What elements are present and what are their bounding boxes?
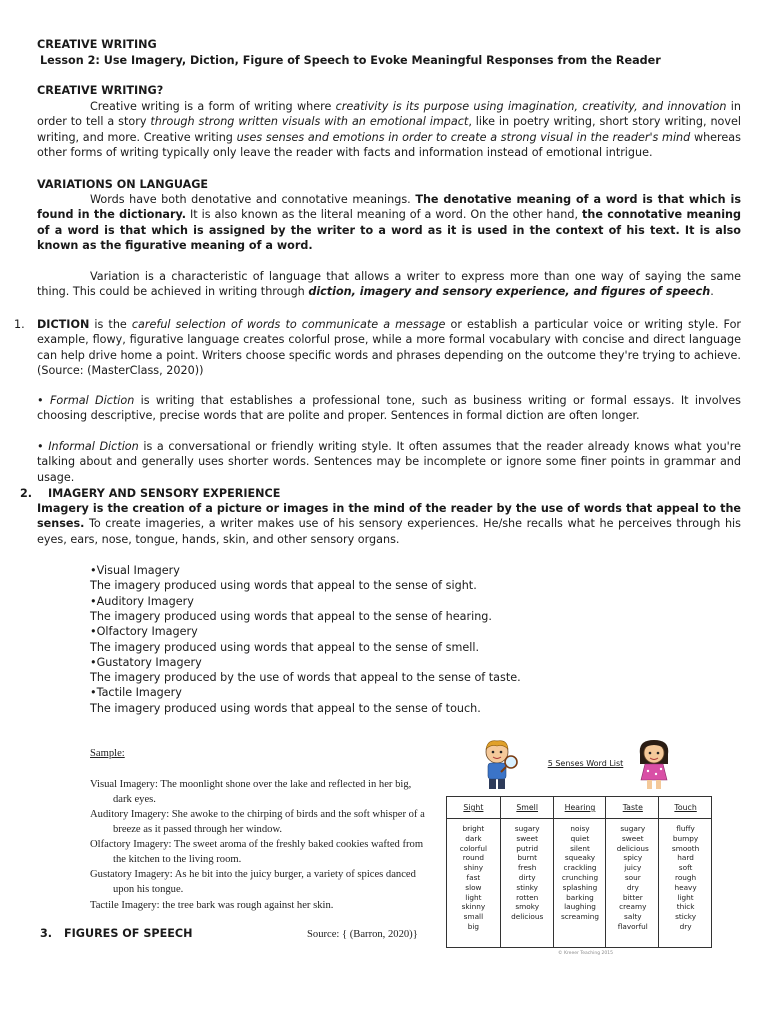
word-list-word: squeaky [564, 853, 596, 863]
word-list-word: sweet [516, 833, 538, 843]
word-list-word: fresh [518, 863, 537, 873]
imagery-type-description: The imagery produced using words that appeal to the sense of hearing. [90, 609, 492, 623]
word-list-word: light [465, 892, 482, 902]
word-list-word: screaming [560, 912, 599, 922]
word-list-word: bitter [622, 892, 643, 902]
word-list-word: slow [465, 882, 482, 892]
imagery-number: 2. [20, 487, 33, 500]
word-list-word: fast [466, 872, 481, 882]
word-list-word: flavorful [617, 921, 648, 931]
word-list-column-header: Touch [674, 803, 697, 812]
word-list-word: bright [462, 824, 485, 833]
word-list-word: big [467, 921, 480, 931]
word-list-word: colorful [459, 843, 487, 853]
word-list-word: putrid [516, 843, 539, 853]
word-list-word: barking [566, 892, 594, 902]
girl-illustration [634, 738, 674, 792]
sample-line: Olfactory Imagery: The sweet aroma of the freshly baked cookies wafted from [90, 839, 424, 850]
imagery-type-description: The imagery produced by the use of words that appeal to the sense of taste. [90, 671, 521, 685]
word-list-word: dry [626, 882, 639, 892]
word-list-word: fluffy [676, 824, 695, 833]
word-list-word: sugary [514, 824, 540, 833]
word-list-word: delicious [511, 912, 544, 922]
imagery-heading: IMAGERY AND SENSORY EXPERIENCE [48, 487, 281, 500]
word-list-word: thick [676, 902, 695, 912]
lesson-title: Lesson 2: Use Imagery, Diction, Figure of Speech to Evoke Meaningful Responses from the Reader [40, 54, 661, 67]
word-list-word: sour [624, 872, 641, 882]
word-list-word: small [463, 912, 484, 922]
sample-heading: Sample: [90, 748, 125, 759]
word-list-word: rotten [516, 892, 539, 902]
word-list-word: quiet [570, 833, 590, 843]
word-list-column [553, 797, 607, 947]
word-list-word: round [462, 853, 484, 863]
variations-paragraph-2: Variation is a characteristic of language that allows a writer to express more than one way of saying the same thing. This could be achieved in writing through diction, imagery and sensory experience, and figures of speech. [37, 270, 741, 299]
sample-source: Source: { (Barron, 2020)} [307, 929, 418, 940]
word-list-word: rough [674, 872, 697, 882]
word-list-word: sugary [620, 824, 646, 833]
sample-line: Gustatory Imagery: As he bit into the juicy burger, a variety of spices danced [90, 869, 416, 880]
sample-line: the kitchen to the living room. [113, 854, 242, 865]
word-list-word: hard [677, 853, 694, 863]
formal-diction-paragraph: • Formal Diction is writing that establishes a professional tone, such as business writing or formal essays. It involves choosing descriptive, precise words that are polite and proper. Sentences in formal diction are often longer. [37, 394, 741, 423]
word-list-word: soft [678, 863, 693, 873]
word-list-table [446, 796, 712, 948]
sample-line: Auditory Imagery: She awoke to the chirping of birds and the soft whisper of a [90, 809, 425, 820]
variations-heading: VARIATIONS ON LANGUAGE [37, 178, 209, 191]
word-list-word: laughing [564, 902, 596, 912]
word-list-word: shiny [463, 863, 484, 873]
word-list-word: splashing [562, 882, 598, 892]
word-list-word: silent [570, 843, 590, 853]
word-list-word: dry [679, 921, 692, 931]
imagery-type-name: •Auditory Imagery [90, 594, 194, 608]
sample-line: Tactile Imagery: the tree bark was rough against her skin. [90, 900, 334, 911]
figures-number: 3. [40, 927, 53, 940]
word-list-word: noisy [570, 824, 590, 833]
diction-number: 1. [14, 318, 25, 331]
imagery-type-name: •Olfactory Imagery [90, 625, 198, 639]
imagery-type-name: •Visual Imagery [90, 564, 180, 577]
creative-writing-paragraph: Creative writing is a form of writing where creativity is its purpose using imagination, creativity, and innovation in order to tell a story through strong written visuals with an emotional impact, like in poetry writing, short story writing, novel writing, and more. Creative writing uses senses and emotions in order to create a strong visual in the reader's mind whereas other forms of writing typically only leave the reader with facts and information instead of emotional intrigue. [37, 100, 741, 160]
word-list-word: dark [465, 833, 482, 843]
word-list-column [500, 797, 554, 947]
imagery-type-name: •Gustatory Imagery [90, 655, 202, 669]
word-list-word: salty [624, 912, 642, 922]
imagery-type-description: The imagery produced using words that appeal to the sense of touch. [90, 701, 481, 715]
word-list-word: smoky [515, 902, 540, 912]
creative-writing-heading: CREATIVE WRITING? [37, 84, 164, 97]
diction-paragraph: DICTION is the careful selection of words to communicate a message or establish a particular voice or writing style. For example, flowy, figurative language creates colorful prose, while a more formal vocabulary with concise and direct language can help drive home a point. Writers choose specific words and phrases depending on the outcome they're trying to achieve. (Source: (MasterClass, 2020)) [37, 318, 742, 378]
word-list-column-header: Taste [622, 803, 643, 812]
word-list-word: spicy [623, 853, 643, 863]
word-list-word: smooth [671, 843, 700, 853]
sample-line: breeze as it passed through her window. [113, 824, 283, 835]
word-list-column [447, 797, 500, 947]
word-list-footer: © Kreeer Teaching 2015 [558, 951, 613, 956]
imagery-type-description: The imagery produced using words that appeal to the sense of smell. [90, 640, 480, 654]
word-list-word: sweet [621, 833, 644, 843]
word-list-column-header: Sight [463, 803, 484, 812]
word-list-word: delicious [616, 843, 649, 853]
word-list-column [605, 797, 659, 947]
word-list-word: skinny [461, 902, 486, 912]
informal-diction-paragraph: • Informal Diction is a conversational or friendly writing style. It often assumes that the reader already knows what you're talking about and generally uses shorter words. Sentences may be incomplete or ignore some finer points in grammar and usage. [37, 440, 741, 484]
document-title: CREATIVE WRITING [37, 38, 157, 51]
word-list-word: burnt [517, 853, 537, 863]
word-list-column-header: Hearing [564, 803, 596, 812]
imagery-paragraph: Imagery is the creation of a picture or images in the mind of the reader by the use of words that appeal to the senses. To create imageries, a writer makes use of his sensory experiences. He/she recalls what he perceives through his eyes, ears, nose, tongue, hands, skin, and other sensory organs. [37, 502, 741, 546]
word-list-image [443, 736, 728, 958]
word-list-word: creamy [619, 902, 647, 912]
word-list-word: light [677, 892, 694, 902]
word-list-word: crunching [561, 872, 599, 882]
word-list-word: bumpy [672, 833, 699, 843]
word-list-title: 5 Senses Word List [547, 759, 624, 768]
figures-heading: FIGURES OF SPEECH [64, 927, 193, 940]
sample-line: dark eyes. [113, 794, 156, 805]
imagery-type-description: The imagery produced using words that appeal to the sense of sight. [90, 579, 477, 593]
word-list-column-header: Smell [516, 803, 539, 812]
word-list-word: stinky [516, 882, 538, 892]
word-list-word: juicy [624, 863, 642, 873]
word-list-word: dirty [518, 872, 536, 882]
imagery-type-name: •Tactile Imagery [90, 686, 182, 700]
sample-line: Visual Imagery: The moonlight shone over the lake and reflected in her big, [90, 779, 412, 790]
variations-paragraph-1: Words have both denotative and connotative meanings. The denotative meaning of a word is that which is found in the dictionary. It is also known as the literal meaning of a word. On the other hand, the connotative meaning of a word is that which is assigned by the writer to a word as it is used in the context of his text. It is also known as the figurative meaning of a word. [37, 193, 742, 253]
sample-line: upon his tongue. [113, 884, 184, 895]
word-list-column [658, 797, 712, 947]
word-list-word: crackling [563, 863, 597, 873]
word-list-word: sticky [675, 912, 697, 922]
word-list-word: heavy [674, 882, 697, 892]
